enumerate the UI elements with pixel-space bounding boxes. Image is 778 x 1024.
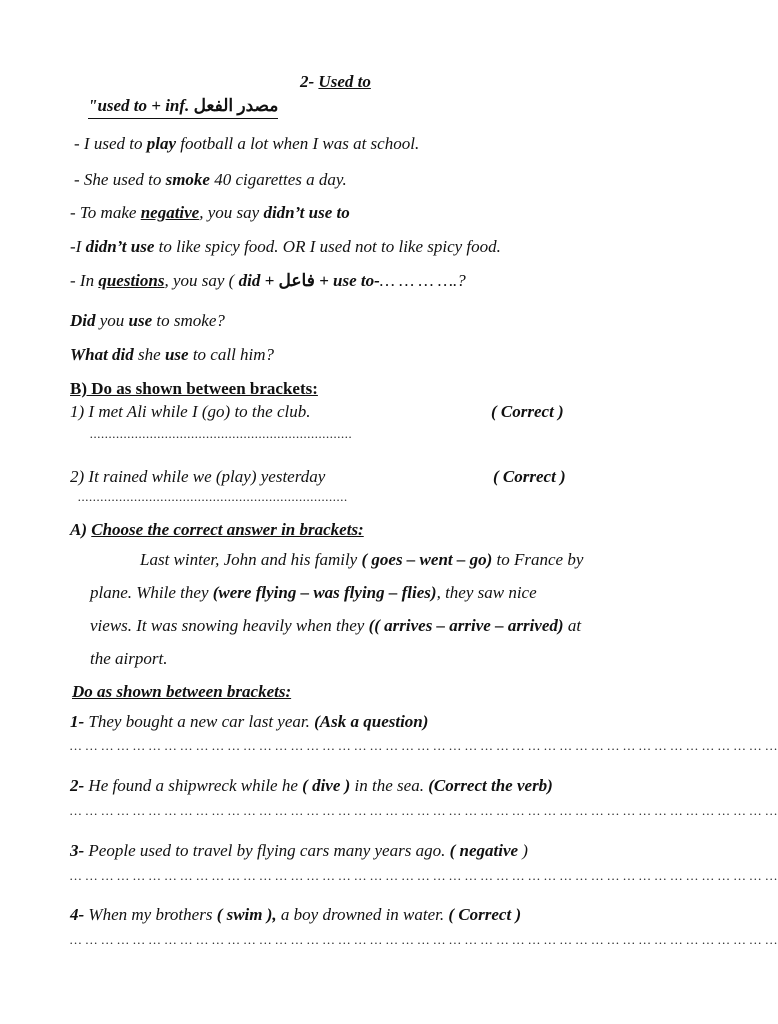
negative-keyword: negative bbox=[140, 203, 200, 222]
c-question-2 bbox=[70, 776, 553, 796]
c-question-4 bbox=[70, 905, 521, 925]
c-q3-number: 3- bbox=[70, 841, 85, 860]
negative-example-rest: to like spicy food. OR I used not to like spicy food. bbox=[154, 237, 501, 256]
paragraph-line-2 bbox=[90, 583, 537, 603]
c-q2-tag: (Correct the verb) bbox=[428, 776, 553, 795]
p1-rest: to France by bbox=[492, 550, 584, 569]
example-1-verb: play bbox=[146, 134, 176, 153]
negative-example bbox=[70, 237, 501, 257]
c-q4-verb: ( swim ), bbox=[216, 905, 277, 924]
negative-form: didn’t use to bbox=[263, 203, 350, 222]
p2-options[interactable]: (were flying – was flying – flies) bbox=[212, 583, 437, 602]
b-item-1-answer-line[interactable]: ...................................................................... bbox=[90, 426, 353, 441]
question-arabic: فاعل bbox=[278, 271, 315, 290]
example-2-rest: 40 cigarettes a day. bbox=[209, 170, 347, 189]
p2-rest: , they saw nice bbox=[436, 583, 537, 602]
negative-rule-mid: , you say bbox=[199, 203, 264, 222]
section-title bbox=[300, 72, 371, 92]
question-keyword: questions bbox=[98, 271, 165, 290]
section-number: 2- bbox=[300, 72, 315, 91]
c-q3-close: ) bbox=[518, 841, 528, 860]
c-q4-number: 4- bbox=[70, 905, 85, 924]
b-item-2: 2) It rained while we (play) yesterday bbox=[70, 467, 326, 486]
c-q2-number: 2- bbox=[70, 776, 85, 795]
paragraph-line-3 bbox=[90, 616, 581, 636]
question-use-to: + use to- bbox=[314, 271, 380, 290]
c-q2-answer-line[interactable]: … … … … … … … … … … … … … … … … … … … … … … … … … … … … … … … … … … … … … … … … … … … … … bbox=[70, 803, 778, 818]
c-q4-text-2: a boy drowned in water. bbox=[276, 905, 449, 924]
c-q1-tag: (Ask a question) bbox=[314, 712, 429, 731]
c-q3-tag: ( negative bbox=[449, 841, 519, 860]
b-item-2-tag: ( Correct ) bbox=[493, 467, 566, 486]
b-item-1: 1) I met Ali while I (go) to the club. bbox=[70, 402, 311, 421]
p3-text: views. It was snowing heavily when they bbox=[90, 616, 369, 635]
question-example-2 bbox=[70, 345, 274, 365]
p3-rest: at bbox=[563, 616, 582, 635]
c-q3-answer-line[interactable]: … … … … … … … … … … … … … … … … … … … … … … … … … … … … … … … … … … … … … … … … … … … … … bbox=[70, 868, 778, 883]
p3-options[interactable]: (( arrives – arrive – arrived) bbox=[368, 616, 564, 635]
q-ex1-did: Did bbox=[70, 311, 96, 330]
paragraph-line-4: the airport. bbox=[90, 649, 168, 668]
example-1 bbox=[74, 134, 419, 154]
section-title-text: Used to bbox=[318, 72, 371, 91]
c-q4-tag: ( Correct ) bbox=[448, 905, 522, 924]
c-q3-text: People used to travel by flying cars many years ago. bbox=[84, 841, 450, 860]
formula-left: "used to + inf. bbox=[88, 96, 190, 115]
formula-line bbox=[88, 96, 278, 119]
p2-text: plane. While they bbox=[90, 583, 213, 602]
c-q2-verb: ( dive ) bbox=[302, 776, 351, 795]
question-rule-mid: , you say ( bbox=[164, 271, 239, 290]
example-2 bbox=[74, 170, 347, 190]
section-b-heading: B) Do as shown between brackets: bbox=[70, 379, 318, 398]
c-q2-text-2: in the sea. bbox=[350, 776, 429, 795]
p1-options[interactable]: ( goes – went – go) bbox=[361, 550, 493, 569]
example-2-text: - She used to bbox=[74, 170, 166, 189]
q-ex2-she: she bbox=[133, 345, 165, 364]
negative-rule-text: - To make bbox=[70, 203, 141, 222]
b-item-2-answer-line[interactable]: ........................................................................ bbox=[78, 489, 348, 504]
q-ex1-rest: to smoke? bbox=[152, 311, 225, 330]
c-q4-text: When my brothers bbox=[84, 905, 217, 924]
c-q1-answer-line[interactable]: … … … … … … … … … … … … … … … … … … … … … … … … … … … … … … … … … … … … … … … … … … … … … bbox=[70, 738, 778, 753]
c-q4-answer-line[interactable]: … … … … … … … … … … … … … … … … … … … … … … … … … … … … … … … … … … … … … … … … … … … … … bbox=[70, 932, 778, 947]
example-2-verb: smoke bbox=[165, 170, 210, 189]
c-q1-number: 1- bbox=[70, 712, 85, 731]
q-ex2-use: use bbox=[164, 345, 189, 364]
q-ex2-rest: to call him? bbox=[188, 345, 275, 364]
question-rule bbox=[70, 271, 466, 291]
paragraph-line-1 bbox=[140, 550, 583, 570]
section-a-prefix: A) bbox=[70, 520, 92, 539]
question-example-1 bbox=[70, 311, 225, 331]
question-did: did + bbox=[238, 271, 275, 290]
negative-example-start: -I bbox=[70, 237, 86, 256]
c-question-1 bbox=[70, 712, 428, 732]
question-rule-text: - In bbox=[70, 271, 99, 290]
section-c-heading: Do as shown between brackets: bbox=[72, 682, 292, 701]
section-a-title: Choose the correct answer in brackets: bbox=[91, 520, 364, 539]
c-question-3 bbox=[70, 841, 528, 861]
q-ex2-whatdid: What did bbox=[70, 345, 134, 364]
example-1-text: - I used to bbox=[74, 134, 147, 153]
example-1-rest: football a lot when I was at school. bbox=[176, 134, 420, 153]
formula-arabic: مصدر الفعل bbox=[193, 96, 279, 115]
c-q1-text: They bought a new car last year. bbox=[84, 712, 315, 731]
negative-example-verb: didn’t use bbox=[85, 237, 155, 256]
negative-rule bbox=[70, 203, 350, 223]
q-ex1-use: use bbox=[128, 311, 153, 330]
c-q2-text: He found a shipwreck while he bbox=[84, 776, 303, 795]
b-item-1-tag: ( Correct ) bbox=[491, 402, 564, 421]
question-dots: … … … ….? bbox=[379, 271, 466, 290]
section-a-heading bbox=[70, 520, 364, 540]
p1-text: Last winter, John and his family bbox=[140, 550, 362, 569]
q-ex1-you: you bbox=[95, 311, 129, 330]
